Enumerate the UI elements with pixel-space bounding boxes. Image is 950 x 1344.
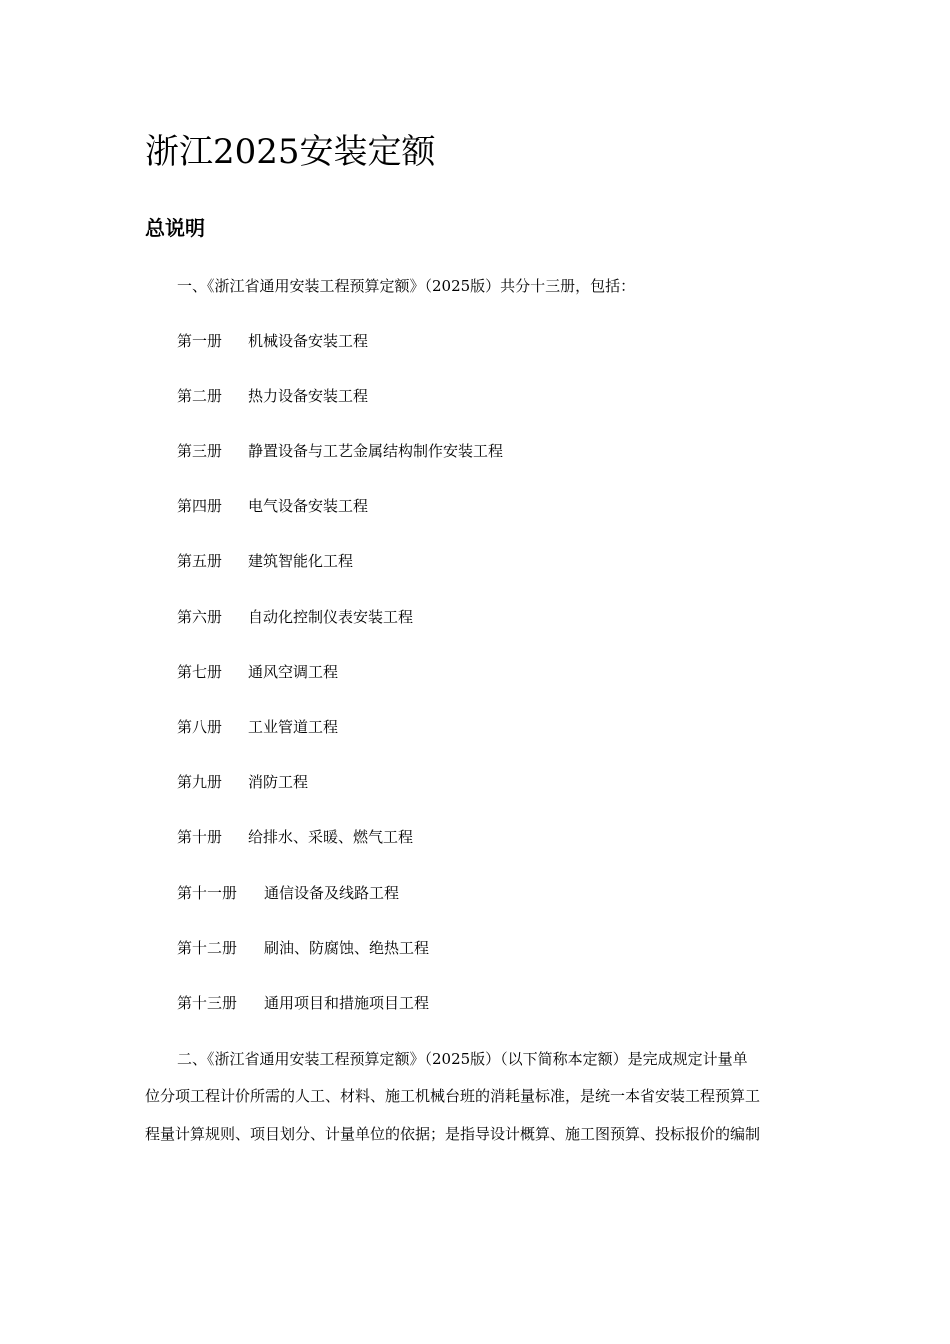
volume-item [177,992,430,1014]
volume-name: 通信设备及线路工程 [264,884,400,902]
volume-number: 第六册 [177,608,223,626]
volume-number: 第十三册 [177,994,238,1012]
volume-name: 消防工程 [248,773,309,791]
volume-number: 第七册 [177,663,223,681]
intro-line: 一、《浙江省通用安装工程预算定额》（2025版）共分十三册，包括： [177,277,636,295]
volume-item [177,550,354,572]
paragraph-line: 二、《浙江省通用安装工程预算定额》（2025版）（以下简称本定额）是完成规定计量单 [177,1050,748,1068]
volume-name: 通风空调工程 [248,663,339,681]
volume-item [177,495,369,517]
volume-item [177,937,430,959]
volume-number: 第十二册 [177,939,238,957]
volume-name: 通用项目和措施项目工程 [264,994,430,1012]
volume-name: 自动化控制仪表安装工程 [248,608,414,626]
volume-name: 建筑智能化工程 [248,552,354,570]
volume-name: 热力设备安装工程 [248,387,369,405]
volume-item [177,661,339,683]
paragraph-line: 位分项工程计价所需的人工、材料、施工机械台班的消耗量标准，是统一本省安装工程预算工 [145,1087,761,1105]
volume-item [177,826,414,848]
volume-number: 第一册 [177,332,223,350]
volume-item [177,330,369,352]
volume-name: 静置设备与工艺金属结构制作安装工程 [248,442,504,460]
volume-name: 机械设备安装工程 [248,332,369,350]
volume-item [177,440,504,462]
volume-number: 第五册 [177,552,223,570]
volume-number: 第十一册 [177,884,238,902]
volume-item [177,385,369,407]
volume-item [177,882,400,904]
volume-name: 刷油、防腐蚀、绝热工程 [264,939,430,957]
volume-item [177,716,339,738]
volume-item [177,606,414,628]
volume-number: 第八册 [177,718,223,736]
volume-number: 第四册 [177,497,223,515]
volume-item [177,771,309,793]
volume-name: 电气设备安装工程 [248,497,369,515]
volume-number: 第十册 [177,828,223,846]
document-title: 浙江2025安装定额 [145,132,436,172]
volume-number: 第二册 [177,387,223,405]
volume-number: 第九册 [177,773,223,791]
paragraph-line: 程量计算规则、项目划分、计量单位的依据；是指导设计概算、施工图预算、投标报价的编制 [145,1125,761,1143]
section-title: 总说明 [145,216,205,240]
volume-name: 工业管道工程 [248,718,339,736]
volume-name: 给排水、采暖、燃气工程 [248,828,414,846]
volume-number: 第三册 [177,442,223,460]
